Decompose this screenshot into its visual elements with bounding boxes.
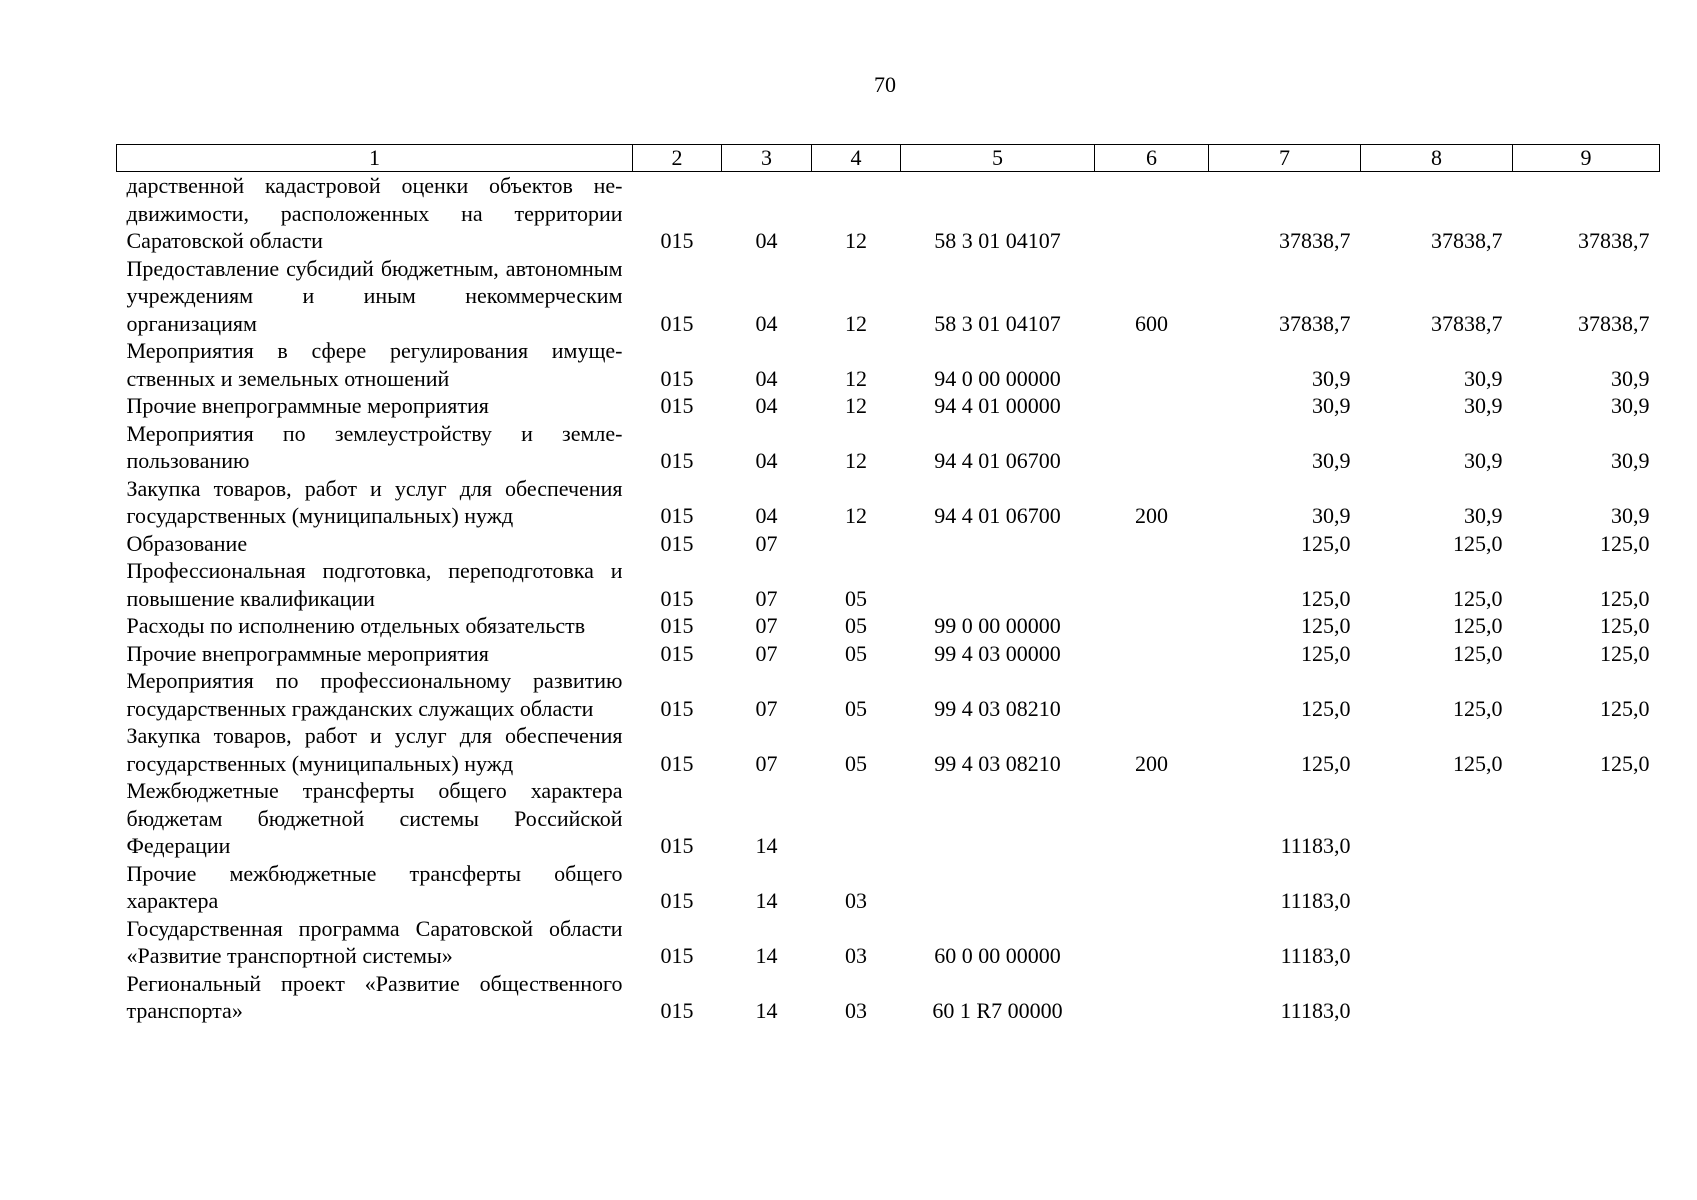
cell-target-article: 60 1 R7 00000	[932, 998, 1063, 1023]
cell-target-article	[901, 860, 1095, 915]
page-number: 70	[874, 72, 896, 97]
cell-expense-type	[1095, 970, 1209, 1025]
header-col-5: 5	[901, 145, 1095, 172]
cell-amount-col7: 30,9	[1312, 393, 1351, 418]
cell-amount-col7: 11183,0	[1280, 888, 1351, 913]
cell-section: 07	[755, 585, 778, 611]
cell-amount-col9: 125,0	[1600, 750, 1650, 776]
cell-subsection: 03	[845, 888, 867, 913]
cell-amount-col8	[1361, 860, 1513, 915]
cell-amount-col8: 125,0	[1453, 640, 1503, 666]
cell-subsection: 12	[845, 448, 867, 473]
header-col-2: 2	[633, 145, 722, 172]
cell-expense-type	[1095, 915, 1209, 970]
row-name: Прочие внепрограммные мероприятия	[126, 640, 489, 666]
header-col-9: 9	[1513, 145, 1660, 172]
cell-amount-col8: 125,0	[1453, 750, 1503, 776]
cell-amount-col8: 125,0	[1453, 585, 1503, 611]
cell-ministry-code: 015	[660, 833, 694, 858]
cell-subsection: 05	[845, 613, 867, 638]
cell-expense-type	[1095, 612, 1209, 640]
cell-amount-col9: 37838,7	[1578, 228, 1650, 253]
cell-amount-col7: 125,0	[1301, 585, 1351, 611]
cell-amount-col9: 125,0	[1600, 695, 1650, 721]
cell-target-article	[901, 777, 1095, 860]
table-row	[117, 777, 1660, 860]
cell-amount-col8: 125,0	[1453, 695, 1503, 721]
cell-section: 04	[755, 393, 778, 418]
cell-ministry-code: 015	[660, 640, 694, 666]
cell-amount-col8	[1361, 970, 1513, 1025]
cell-ministry-code: 015	[660, 888, 694, 913]
cell-amount-col8	[1361, 777, 1513, 860]
cell-amount-col8: 125,0	[1453, 613, 1503, 638]
header-row	[117, 145, 1660, 172]
cell-expense-type: 200	[1135, 503, 1168, 528]
cell-subsection: 05	[845, 750, 867, 776]
cell-amount-col7: 30,9	[1312, 503, 1351, 528]
cell-ministry-code: 015	[660, 393, 694, 418]
cell-amount-col7: 37838,7	[1279, 228, 1351, 253]
cell-amount-col7: 125,0	[1301, 750, 1351, 776]
table-header	[117, 145, 1660, 172]
row-name: Предоставление субсидий бюджетным, автономным учреждениям и иным некоммерческим организациям	[126, 255, 623, 336]
cell-expense-type	[1095, 392, 1209, 420]
cell-target-article: 94 4 01 06700	[934, 503, 1061, 528]
cell-amount-col9	[1513, 915, 1660, 970]
header-col-3: 3	[722, 145, 812, 172]
table-body	[117, 172, 1660, 1025]
cell-amount-col8	[1361, 915, 1513, 970]
row-name: Региональный проект «Развитие общественного транспорта»	[126, 970, 623, 1023]
row-name: Расходы по исполнению отдельных обязательств	[126, 613, 586, 638]
row-name: Мероприятия в сфере регулирования имущественных и земельных отношений	[126, 338, 623, 391]
cell-ministry-code: 015	[660, 750, 694, 776]
cell-ministry-code: 015	[660, 530, 694, 556]
cell-expense-type	[1095, 337, 1209, 392]
cell-amount-col8: 30,9	[1464, 365, 1503, 391]
cell-amount-col9: 30,9	[1611, 365, 1650, 391]
table-row	[117, 640, 1660, 668]
table-row	[117, 860, 1660, 915]
cell-amount-col9: 30,9	[1611, 393, 1650, 418]
cell-target-article: 60 0 00 00000	[934, 943, 1061, 968]
table-row	[117, 392, 1660, 420]
cell-ministry-code: 015	[660, 998, 694, 1023]
cell-expense-type	[1095, 172, 1209, 255]
cell-ministry-code: 015	[660, 503, 694, 528]
cell-amount-col7: 11183,0	[1280, 998, 1351, 1023]
row-name: Мероприятия по профессиональному развитию государственных гражданских служащих области	[126, 668, 623, 721]
cell-target-article: 94 4 01 00000	[934, 393, 1061, 418]
cell-section: 04	[755, 365, 778, 391]
cell-subsection: 05	[845, 695, 867, 721]
cell-amount-col9: 125,0	[1600, 640, 1650, 666]
cell-expense-type	[1095, 860, 1209, 915]
cell-subsection: 05	[845, 640, 867, 666]
cell-section: 14	[755, 998, 778, 1023]
cell-expense-type	[1095, 777, 1209, 860]
table-row	[117, 915, 1660, 970]
cell-amount-col9	[1513, 860, 1660, 915]
cell-amount-col9: 30,9	[1611, 503, 1650, 528]
row-name: дарственной кадастровой оценки объектов недвижимости, расположенных на территории Саратовской области	[126, 173, 623, 253]
table-row	[117, 530, 1660, 558]
budget-table	[116, 144, 1660, 1025]
row-name: Межбюджетные трансферты общего характера бюджетам бюджетной системы Российской Федерации	[126, 778, 623, 858]
cell-section: 14	[755, 888, 778, 913]
cell-amount-col9: 125,0	[1600, 585, 1650, 611]
cell-section: 04	[755, 448, 778, 473]
cell-amount-col8: 30,9	[1464, 503, 1503, 528]
cell-ministry-code: 015	[660, 943, 694, 968]
cell-section: 07	[755, 640, 778, 666]
cell-expense-type	[1095, 530, 1209, 558]
header-col-6: 6	[1095, 145, 1209, 172]
cell-section: 07	[755, 695, 778, 721]
cell-subsection: 03	[845, 943, 867, 968]
table-row	[117, 970, 1660, 1025]
header-col-4: 4	[812, 145, 901, 172]
cell-amount-col7: 11183,0	[1280, 833, 1351, 858]
cell-amount-col9	[1513, 777, 1660, 860]
table-row	[117, 172, 1660, 255]
cell-subsection: 12	[845, 393, 867, 418]
cell-section: 07	[755, 750, 778, 776]
cell-target-article: 99 0 00 00000	[934, 613, 1061, 638]
cell-amount-col8: 30,9	[1464, 448, 1503, 473]
cell-amount-col8: 37838,7	[1431, 228, 1503, 253]
cell-expense-type	[1095, 667, 1209, 722]
cell-expense-type	[1095, 420, 1209, 475]
table-row	[117, 475, 1660, 530]
cell-section: 07	[755, 613, 778, 638]
cell-amount-col7: 11183,0	[1280, 943, 1351, 968]
cell-ministry-code: 015	[660, 448, 694, 473]
cell-amount-col9: 37838,7	[1578, 310, 1650, 336]
row-name: Прочие межбюджетные трансферты общего характера	[126, 860, 623, 913]
table-row	[117, 667, 1660, 722]
cell-subsection: 12	[845, 365, 867, 391]
cell-target-article: 99 4 03 08210	[934, 695, 1061, 721]
cell-ministry-code: 015	[660, 613, 694, 638]
cell-ministry-code: 015	[660, 585, 694, 611]
cell-ministry-code: 015	[660, 695, 694, 721]
cell-target-article: 99 4 03 00000	[934, 640, 1061, 666]
cell-section: 07	[755, 530, 778, 556]
cell-section: 14	[755, 833, 778, 858]
table-row	[117, 612, 1660, 640]
cell-amount-col9: 30,9	[1611, 448, 1650, 473]
row-name: Государственная программа Саратовской области «Развитие транспортной системы»	[126, 915, 623, 968]
cell-amount-col7: 125,0	[1301, 640, 1351, 666]
cell-expense-type	[1095, 640, 1209, 668]
cell-subsection: 03	[845, 998, 867, 1023]
cell-amount-col7: 37838,7	[1279, 310, 1351, 336]
header-col-8: 8	[1361, 145, 1513, 172]
table-row	[117, 337, 1660, 392]
cell-ministry-code: 015	[660, 228, 694, 253]
cell-subsection	[812, 530, 901, 558]
cell-target-article: 58 3 01 04107	[934, 310, 1061, 336]
row-name: Закупка товаров, работ и услуг для обеспечения государственных (муниципальных) нужд	[126, 723, 623, 776]
cell-ministry-code: 015	[660, 365, 694, 391]
cell-subsection	[812, 777, 901, 860]
cell-target-article	[901, 557, 1095, 612]
cell-amount-col9: 125,0	[1600, 530, 1650, 556]
cell-amount-col7: 30,9	[1312, 448, 1351, 473]
cell-target-article: 58 3 01 04107	[934, 228, 1061, 253]
cell-amount-col8: 37838,7	[1431, 310, 1503, 336]
cell-subsection: 12	[845, 503, 867, 528]
row-name: Закупка товаров, работ и услуг для обеспечения государственных (муниципальных) нужд	[126, 475, 623, 528]
cell-section: 04	[755, 310, 778, 336]
cell-section: 04	[755, 503, 778, 528]
cell-amount-col7: 125,0	[1301, 530, 1351, 556]
cell-target-article: 99 4 03 08210	[934, 750, 1061, 776]
cell-target-article: 94 0 00 00000	[934, 365, 1061, 391]
cell-subsection: 05	[845, 585, 867, 611]
table-row	[117, 255, 1660, 338]
header-col-7: 7	[1209, 145, 1361, 172]
cell-subsection: 12	[845, 228, 867, 253]
cell-amount-col7: 125,0	[1301, 613, 1351, 638]
cell-subsection: 12	[845, 310, 867, 336]
cell-section: 14	[755, 943, 778, 968]
table-row	[117, 722, 1660, 777]
cell-ministry-code: 015	[660, 310, 694, 336]
cell-amount-col8: 30,9	[1464, 393, 1503, 418]
cell-amount-col7: 125,0	[1301, 695, 1351, 721]
table-row	[117, 557, 1660, 612]
table-row	[117, 420, 1660, 475]
header-col-1: 1	[117, 145, 633, 172]
cell-target-article	[901, 530, 1095, 558]
cell-expense-type: 600	[1135, 310, 1168, 336]
cell-amount-col9: 125,0	[1600, 613, 1650, 638]
row-name: Мероприятия по землеустройству и землепользованию	[126, 420, 623, 473]
cell-amount-col7: 30,9	[1312, 365, 1351, 391]
row-name: Образование	[126, 530, 248, 556]
cell-amount-col8: 125,0	[1453, 530, 1503, 556]
row-name: Прочие внепрограммные мероприятия	[126, 393, 489, 418]
cell-target-article: 94 4 01 06700	[934, 448, 1061, 473]
cell-amount-col9	[1513, 970, 1660, 1025]
cell-expense-type: 200	[1135, 750, 1168, 776]
cell-expense-type	[1095, 557, 1209, 612]
row-name: Профессиональная подготовка, переподготовка и повышение квалификации	[126, 558, 623, 611]
cell-section: 04	[755, 228, 778, 253]
